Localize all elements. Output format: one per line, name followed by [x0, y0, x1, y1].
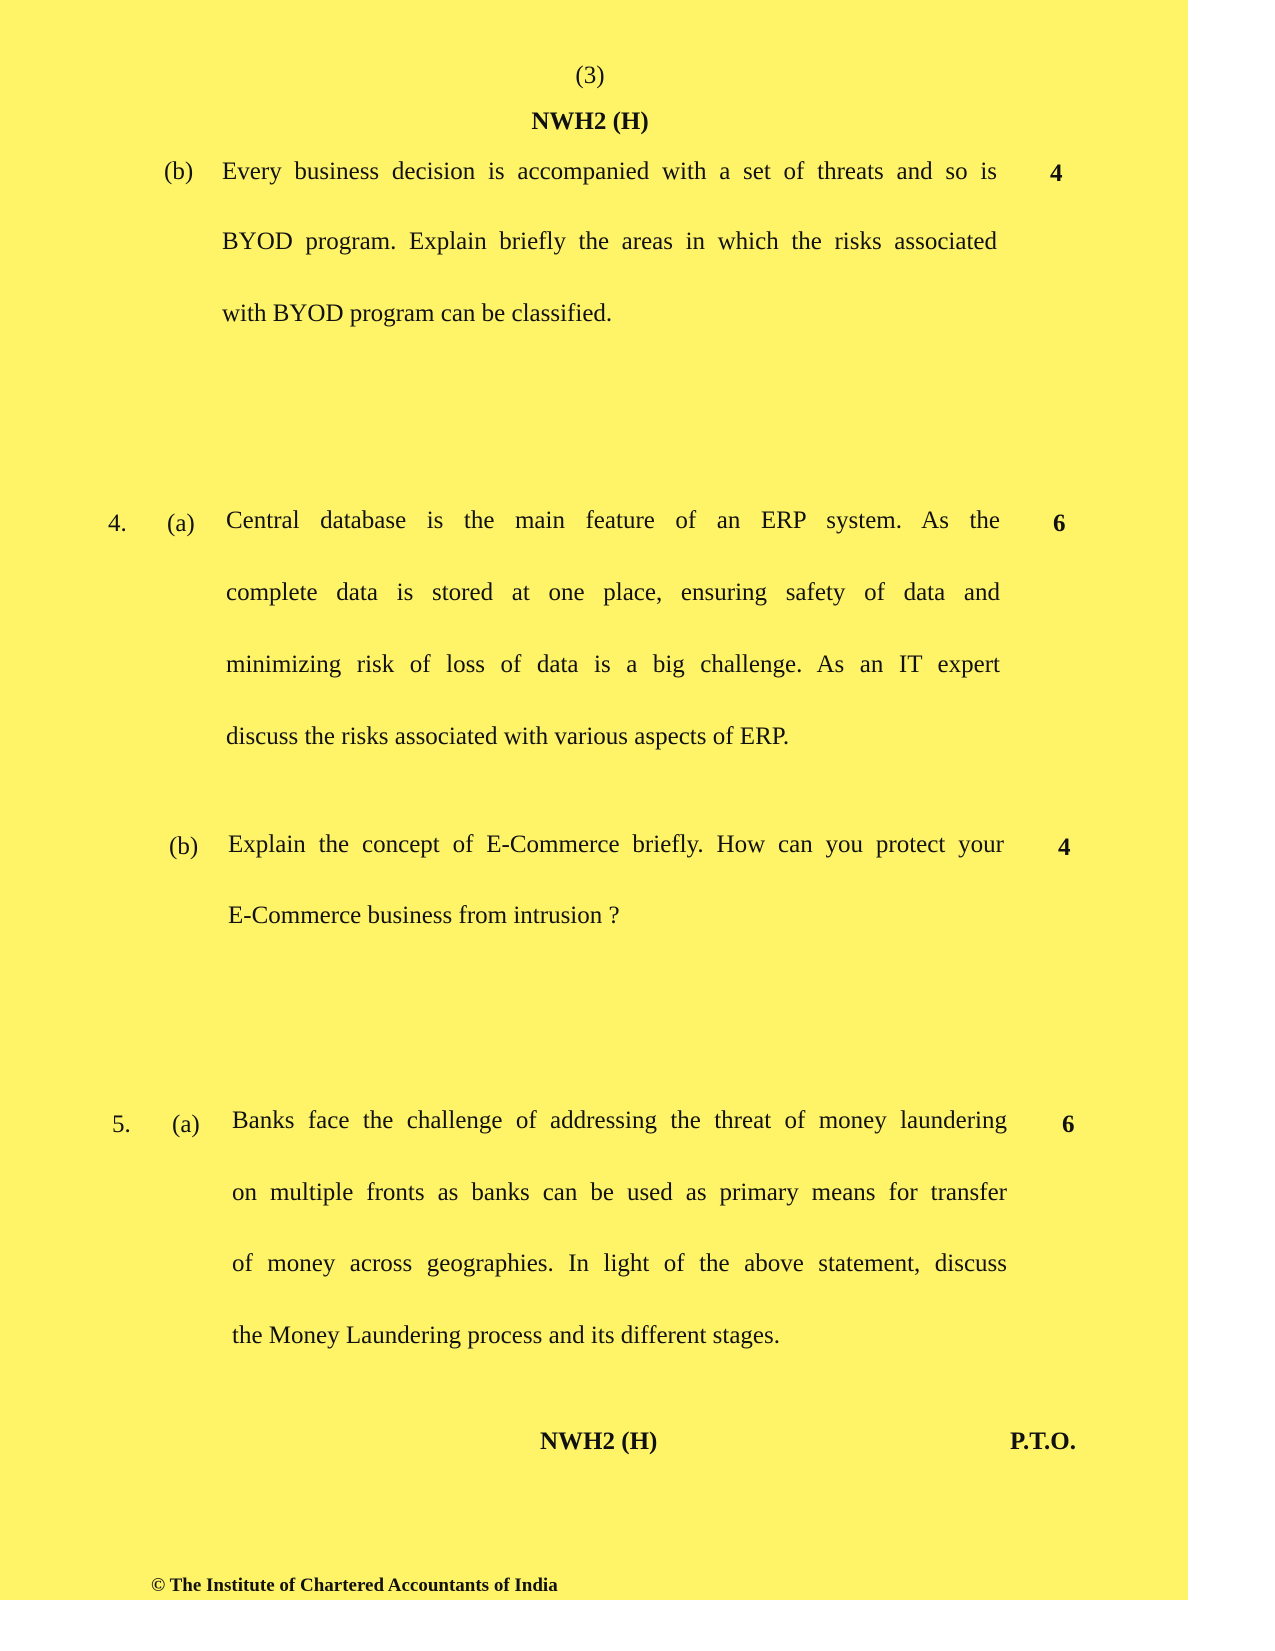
please-turn-over: P.T.O. — [1010, 1428, 1076, 1455]
question-text-line: BYOD program. Explain briefly the areas in which the risks associated — [222, 228, 997, 255]
question-marks: 6 — [1053, 510, 1066, 537]
question-text-line: Every business decision is accompanied with a set of threats and so is — [222, 158, 997, 185]
question-part-label: (a) — [167, 510, 195, 537]
question-text-line: the Money Laundering process and its different stages. — [232, 1322, 780, 1349]
question-text-line: Banks face the challenge of addressing the threat of money laundering — [232, 1107, 1007, 1134]
paper-code-header: NWH2 (H) — [531, 108, 649, 135]
question-part-label: (a) — [172, 1111, 200, 1138]
question-text-line: with BYOD program can be classified. — [222, 300, 613, 327]
question-text-line: on multiple fronts as banks can be used as primary means for transfer — [232, 1179, 1007, 1206]
question-text-line: minimizing risk of loss of data is a big challenge. As an IT expert — [226, 651, 1000, 678]
question-text-line: of money across geographies. In light of the above statement, discuss — [232, 1250, 1007, 1277]
question-marks: 4 — [1050, 160, 1063, 187]
paper-code-footer: NWH2 (H) — [540, 1428, 658, 1455]
question-marks: 4 — [1058, 834, 1071, 861]
question-number: 4. — [108, 510, 127, 537]
question-text-line: E-Commerce business from intrusion ? — [228, 902, 620, 929]
question-text-line: Central database is the main feature of an ERP system. As the — [226, 507, 1000, 534]
question-text-line: complete data is stored at one place, ensuring safety of data and — [226, 579, 1000, 606]
question-part-label: (b) — [164, 158, 194, 185]
copyright-notice: © The Institute of Chartered Accountants of India — [151, 1575, 558, 1596]
question-number: 5. — [112, 1111, 131, 1138]
question-text-line: discuss the risks associated with various aspects of ERP. — [226, 723, 790, 750]
question-marks: 6 — [1062, 1111, 1075, 1138]
question-text-line: Explain the concept of E-Commerce briefly. How can you protect your — [228, 831, 1004, 858]
page-number: (3) — [575, 62, 605, 89]
question-part-label: (b) — [169, 833, 199, 860]
